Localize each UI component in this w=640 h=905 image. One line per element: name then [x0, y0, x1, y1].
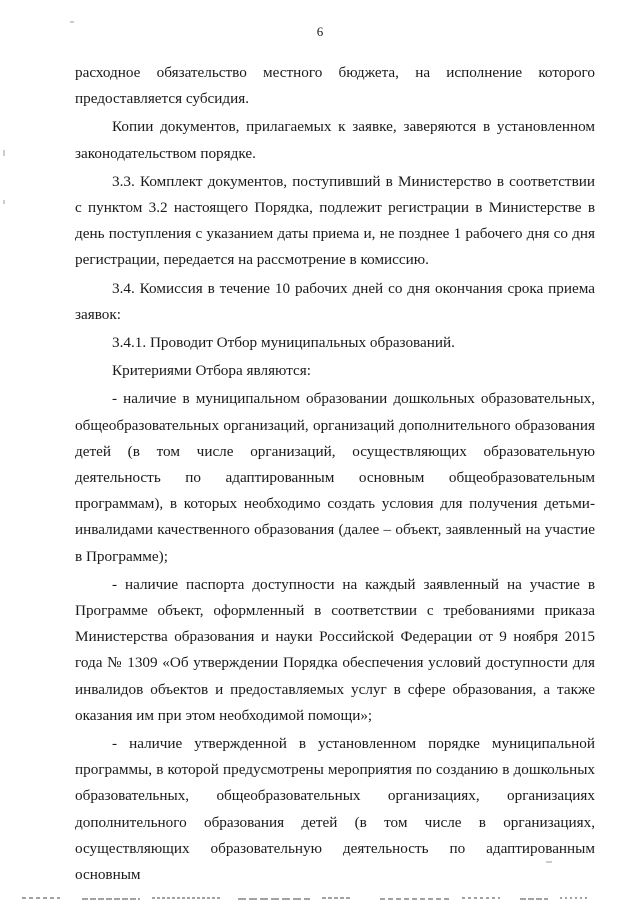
paragraph-document-copies: Копии документов, прилагаемых к заявке, заверяются в установленном законодательством порядке.: [75, 118, 595, 162]
list-item-criterion-passport: - наличие паспорта доступности на каждый заявленный на участие в Программе объект, оформленный в соответствии с требованиями приказа Министерства образования и науки Российской Федерации от 9 ноября 2015 года № 1309 «Об утверждении Порядка обеспечения условий доступности для инвалидов объектов и предоставляемых услуг в сфере образования, а также оказания им при этом необходимой помощи»;: [75, 575, 595, 724]
paragraph-3-4: 3.4. Комиссия в течение 10 рабочих дней со дня окончания срока приема заявок:: [75, 279, 595, 323]
paragraph-3-3: 3.3. Комплект документов, поступивший в Министерство в соответствии с пунктом 3.2 настоящего Порядка, подлежит регистрации в Министерстве в день поступления с указанием даты приема и, не позднее 1 рабочего дня со дня регистрации, передается на рассмотрение в комиссию.: [75, 172, 595, 269]
document-body: [75, 60, 595, 888]
paragraph-3-4-1: 3.4.1. Проводит Отбор муниципальных образований.: [112, 334, 455, 352]
list-item-criterion-program: - наличие утвержденной в установленном порядке муниципальной программы, в которой предусмотрены мероприятия по созданию в дошкольных образовательных, общеобразовательных организациях, организациях дополнительного образования детей (в том числе в организациях, осуществляющих образовательную деятельность по адаптированным основным: [75, 735, 595, 884]
page-number: 6: [316, 24, 324, 39]
paragraph-criteria-heading: Критериями Отбора являются:: [112, 362, 311, 380]
list-item-criterion-organizations: - наличие в муниципальном образовании дошкольных образовательных, общеобразовательных организаций, организаций дополнительного образования детей (в том числе организаций, осуществляющих образовательную деятельность по адаптированным основным общеобразовательным программам), в которых необходимо создать условия для получения детьми-инвалидами качественного образования (далее – объект, заявленный на участие в Программе);: [75, 390, 595, 565]
paragraph-budget-obligation: расходное обязательство местного бюджета, на исполнение которого предоставляется субсидия.: [75, 64, 595, 108]
